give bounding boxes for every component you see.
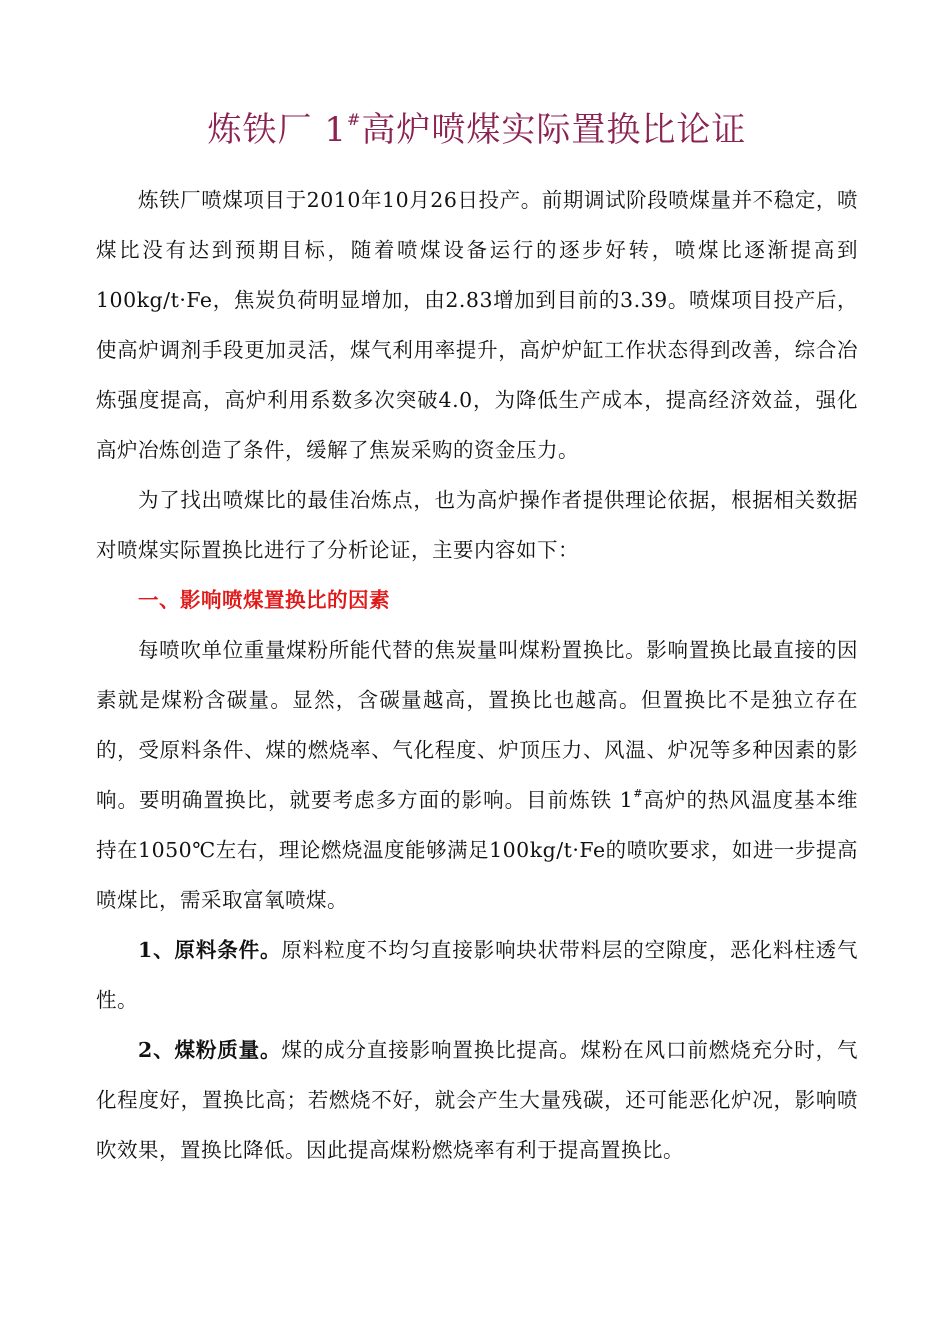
document-title bbox=[96, 0, 858, 154]
intro-paragraph: 炼铁厂喷煤项目于2010年10月26日投产。前期调试阶段喷煤量并不稳定，喷煤比没有达到预期目标，随着喷煤设备运行的逐步好转，喷煤比逐渐提高到100kg/t·Fe，焦炭负荷明显增加，由2.83增加到目前的3.39。喷煤项目投产后，使高炉调剂手段更加灵活，煤气利用率提升，高炉炉缸工作状态得到改善，综合冶炼强度提高，高炉利用系数多次突破4.0，为降低生产成本，提高经济效益，强化高炉冶炼创造了条件，缓解了焦炭采购的资金压力。 bbox=[96, 188, 858, 462]
definition-tail: 高炉的热风温度基本维持在1050℃左右，理论燃烧温度能够满足100kg/t·Fe的喷吹要求，如进一步提高喷煤比，需采取富氧喷煤。 bbox=[96, 788, 859, 912]
furnace-number-mark: # bbox=[633, 787, 643, 801]
definition-text: 每喷吹单位重量煤粉所能代替的焦炭量叫煤粉置换比。影响置换比最直接的因素就是煤粉含碳量。显然，含碳量越高，置换比也越高。但置换比不是独立存在的，受原料条件、煤的燃烧率、气化程度、炉顶压力、风温、炉况等多种因素的影响。要明确置换比，就要考虑多方面的影响。目前炼铁 bbox=[96, 638, 858, 812]
item-raw-material-lead: 1、原料条件。 bbox=[138, 938, 282, 962]
item-raw-material-text: 原料粒度不均匀直接影响块状带料层的空隙度，恶化料柱透气性。 bbox=[96, 938, 858, 1012]
title-prefix: 炼铁厂 1 bbox=[207, 110, 348, 150]
title-superscript: # bbox=[347, 109, 362, 129]
section-heading: 一、影响喷煤置换比的因素 bbox=[138, 588, 390, 612]
item-coal-quality bbox=[96, 1025, 858, 1175]
item-coal-quality-lead: 2、煤粉质量。 bbox=[138, 1038, 282, 1062]
item-raw-material bbox=[96, 925, 858, 1025]
document-body bbox=[96, 175, 858, 1175]
purpose-paragraph: 为了找出喷煤比的最佳冶炼点，也为高炉操作者提供理论依据，根据相关数据对喷煤实际置换比进行了分析论证，主要内容如下： bbox=[96, 488, 858, 562]
definition-paragraph bbox=[96, 625, 858, 925]
item-coal-quality-text: 煤的成分直接影响置换比提高。煤粉在风口前燃烧充分时，气化程度好，置换比高；若燃烧不好，就会产生大量残碳，还可能恶化炉况，影响喷吹效果，置换比降低。因此提高煤粉燃烧率有利于提高置换比。 bbox=[96, 1038, 858, 1162]
title-suffix: 高炉喷煤实际置换比论证 bbox=[361, 110, 747, 150]
furnace-number: 1 bbox=[612, 788, 634, 812]
